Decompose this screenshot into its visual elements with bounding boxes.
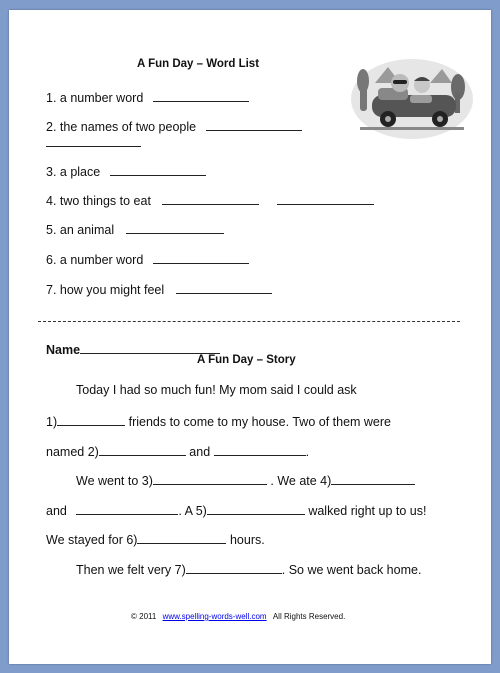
list-item: 3. a place [46, 163, 206, 179]
story-line: named 2) and . [46, 445, 310, 459]
blank-line[interactable] [153, 251, 249, 264]
story-line: We stayed for 6) hours. [46, 533, 265, 547]
footer: © 2011 www.spelling-words-well.com All Rights Reserved. [131, 612, 346, 621]
blank-line[interactable] [110, 163, 206, 176]
list-item: 5. an animal [46, 221, 224, 237]
story-line: 1) friends to come to my house. Two of them were [46, 415, 391, 429]
blank-line[interactable] [277, 192, 374, 205]
blank-line[interactable] [176, 281, 272, 294]
blank-line[interactable] [207, 502, 305, 515]
story-title: A Fun Day – Story [197, 354, 296, 366]
name-blank-line[interactable] [80, 341, 220, 354]
story-line: We went to 3) . We ate 4) [76, 472, 415, 488]
list-item: 7. how you might feel [46, 281, 272, 297]
blank-line[interactable] [153, 89, 249, 102]
list-item: 4. two things to eat [46, 192, 374, 208]
cut-line [38, 321, 460, 322]
list-item: 1. a number word [46, 89, 249, 105]
blank-line[interactable] [57, 413, 125, 426]
list-item: 6. a number word [46, 251, 249, 267]
word-list-title: A Fun Day – Word List [137, 58, 260, 70]
story-line: and . A 5) walked right up to us! [46, 504, 427, 518]
blank-line[interactable] [76, 502, 178, 515]
blank-line[interactable] [186, 561, 282, 574]
blank-line[interactable] [126, 221, 224, 234]
blank-line[interactable] [206, 118, 302, 131]
blank-line[interactable] [214, 443, 306, 456]
name-field: Name [46, 341, 220, 357]
blank-line[interactable] [99, 443, 186, 456]
story-line: Then we felt very 7) . So we went back home. [76, 563, 422, 577]
car-with-two-kids-illustration [350, 53, 474, 139]
list-item-continuation [46, 134, 141, 152]
blank-line[interactable] [153, 472, 267, 485]
blank-line[interactable] [137, 531, 226, 544]
website-link[interactable]: www.spelling-words-well.com [162, 612, 267, 621]
blank-line[interactable] [46, 134, 141, 147]
list-item: 2. the names of two people [46, 118, 302, 134]
blank-line[interactable] [331, 472, 415, 485]
story-line: Today I had so much fun! My mom said I could ask [76, 383, 357, 397]
blank-line[interactable] [162, 192, 259, 205]
